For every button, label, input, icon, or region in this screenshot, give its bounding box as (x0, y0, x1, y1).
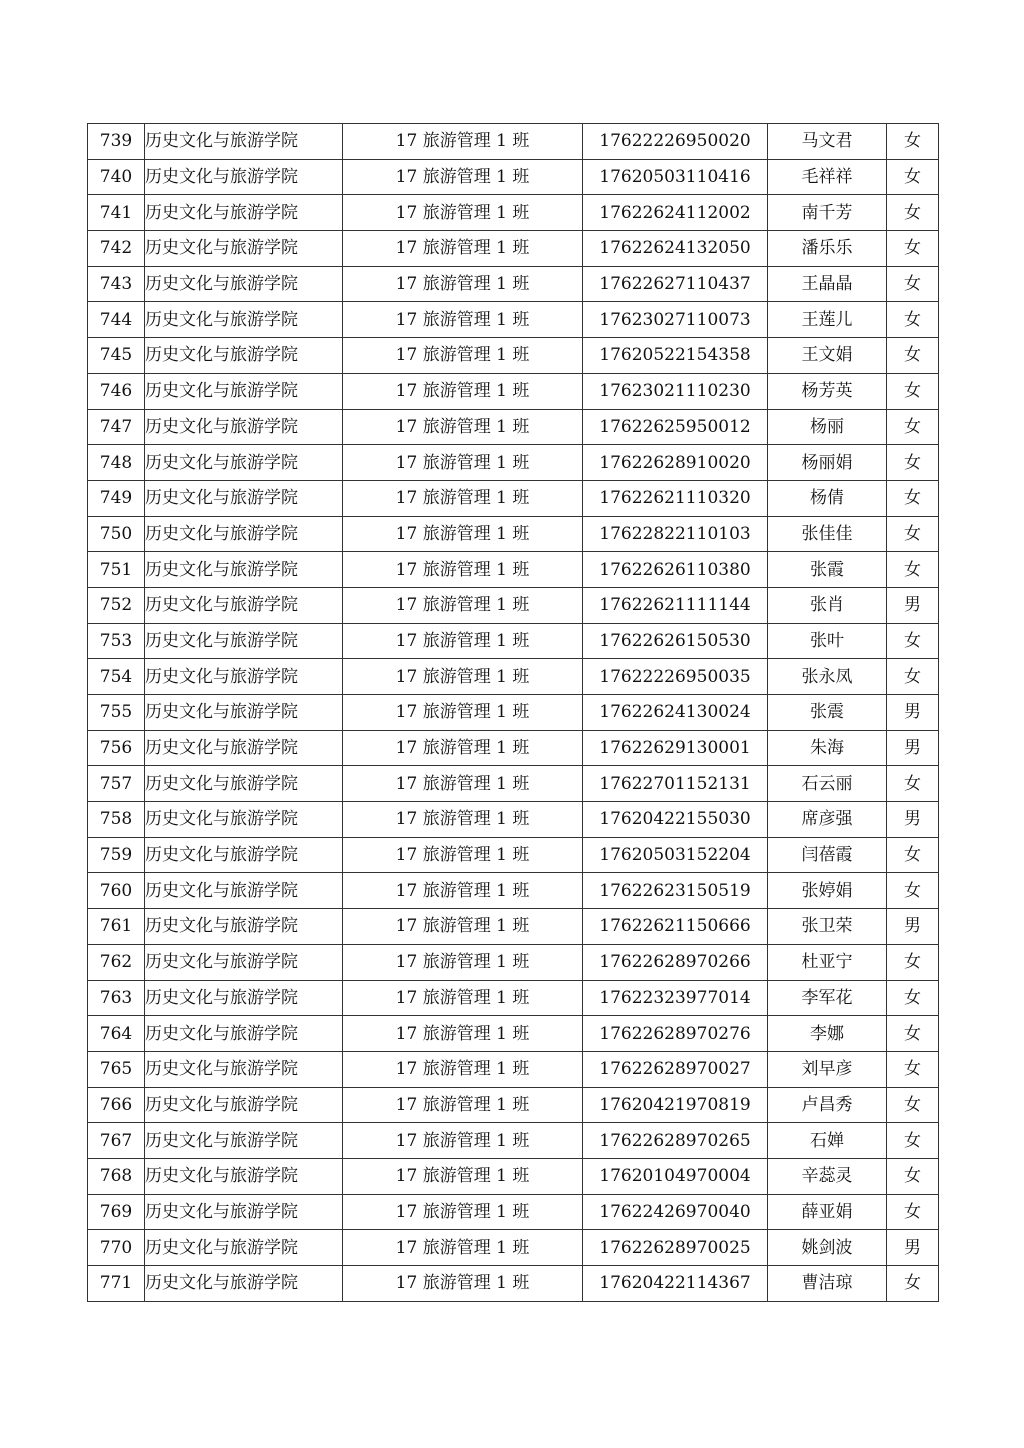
student-id-cell: 17620503110416 (583, 159, 768, 195)
student-id-cell: 17622628970027 (583, 1051, 768, 1087)
student-id-cell: 17622701152131 (583, 766, 768, 802)
table-row (88, 659, 939, 695)
row-number-cell: 757 (88, 766, 145, 802)
student-id-cell: 17623021110230 (583, 373, 768, 409)
class-name-cell: 17 旅游管理 1 班 (343, 231, 583, 267)
student-id-cell: 17620421970819 (583, 1087, 768, 1123)
class-name-cell: 17 旅游管理 1 班 (343, 873, 583, 909)
college-name-cell: 历史文化与旅游学院 (145, 445, 343, 481)
table-row (88, 587, 939, 623)
college-name-cell: 历史文化与旅游学院 (145, 373, 343, 409)
college-name-cell: 历史文化与旅游学院 (145, 231, 343, 267)
student-name-cell: 南千芳 (768, 195, 887, 231)
college-name-cell: 历史文化与旅游学院 (145, 338, 343, 374)
student-gender-cell: 女 (887, 124, 939, 160)
class-name-cell: 17 旅游管理 1 班 (343, 195, 583, 231)
college-name-cell: 历史文化与旅游学院 (145, 302, 343, 338)
student-gender-cell: 男 (887, 730, 939, 766)
student-name-cell: 毛祥祥 (768, 159, 887, 195)
row-number-cell: 740 (88, 159, 145, 195)
table-row (88, 516, 939, 552)
college-name-cell: 历史文化与旅游学院 (145, 909, 343, 945)
class-name-cell: 17 旅游管理 1 班 (343, 1194, 583, 1230)
table-row (88, 730, 939, 766)
table-row (88, 909, 939, 945)
college-name-cell: 历史文化与旅游学院 (145, 659, 343, 695)
row-number-cell: 745 (88, 338, 145, 374)
table-row (88, 231, 939, 267)
class-name-cell: 17 旅游管理 1 班 (343, 124, 583, 160)
row-number-cell: 769 (88, 1194, 145, 1230)
student-name-cell: 石婵 (768, 1123, 887, 1159)
class-name-cell: 17 旅游管理 1 班 (343, 944, 583, 980)
class-name-cell: 17 旅游管理 1 班 (343, 1230, 583, 1266)
class-name-cell: 17 旅游管理 1 班 (343, 1051, 583, 1087)
student-id-cell: 17620503152204 (583, 837, 768, 873)
student-name-cell: 杨芳英 (768, 373, 887, 409)
row-number-cell: 771 (88, 1266, 145, 1302)
table-row (88, 980, 939, 1016)
student-name-cell: 杜亚宁 (768, 944, 887, 980)
table-row (88, 480, 939, 516)
roster-table-body (88, 124, 939, 1302)
student-gender-cell: 女 (887, 480, 939, 516)
table-row (88, 445, 939, 481)
student-gender-cell: 男 (887, 695, 939, 731)
student-gender-cell: 女 (887, 1087, 939, 1123)
row-number-cell: 742 (88, 231, 145, 267)
student-name-cell: 杨倩 (768, 480, 887, 516)
student-id-cell: 17622624130024 (583, 695, 768, 731)
class-name-cell: 17 旅游管理 1 班 (343, 552, 583, 588)
class-name-cell: 17 旅游管理 1 班 (343, 980, 583, 1016)
table-row (88, 944, 939, 980)
row-number-cell: 749 (88, 480, 145, 516)
table-row (88, 302, 939, 338)
class-name-cell: 17 旅游管理 1 班 (343, 802, 583, 838)
student-name-cell: 卢昌秀 (768, 1087, 887, 1123)
class-name-cell: 17 旅游管理 1 班 (343, 837, 583, 873)
college-name-cell: 历史文化与旅游学院 (145, 695, 343, 731)
college-name-cell: 历史文化与旅游学院 (145, 873, 343, 909)
student-id-cell: 17622628910020 (583, 445, 768, 481)
student-id-cell: 17622624112002 (583, 195, 768, 231)
student-id-cell: 17622623150519 (583, 873, 768, 909)
class-name-cell: 17 旅游管理 1 班 (343, 730, 583, 766)
student-id-cell: 17622624132050 (583, 231, 768, 267)
student-gender-cell: 女 (887, 445, 939, 481)
college-name-cell: 历史文化与旅游学院 (145, 944, 343, 980)
table-row (88, 802, 939, 838)
row-number-cell: 752 (88, 587, 145, 623)
college-name-cell: 历史文化与旅游学院 (145, 159, 343, 195)
class-name-cell: 17 旅游管理 1 班 (343, 302, 583, 338)
table-row (88, 1194, 939, 1230)
row-number-cell: 766 (88, 1087, 145, 1123)
college-name-cell: 历史文化与旅游学院 (145, 552, 343, 588)
student-id-cell: 17622626150530 (583, 623, 768, 659)
student-id-cell: 17622628970265 (583, 1123, 768, 1159)
student-id-cell: 17620104970004 (583, 1158, 768, 1194)
class-name-cell: 17 旅游管理 1 班 (343, 1158, 583, 1194)
student-name-cell: 刘早彦 (768, 1051, 887, 1087)
student-gender-cell: 男 (887, 587, 939, 623)
student-gender-cell: 男 (887, 802, 939, 838)
student-gender-cell: 男 (887, 1230, 939, 1266)
student-gender-cell: 女 (887, 409, 939, 445)
row-number-cell: 751 (88, 552, 145, 588)
table-row (88, 159, 939, 195)
class-name-cell: 17 旅游管理 1 班 (343, 1087, 583, 1123)
student-name-cell: 王文娟 (768, 338, 887, 374)
student-name-cell: 张震 (768, 695, 887, 731)
student-id-cell: 17622629130001 (583, 730, 768, 766)
student-gender-cell: 女 (887, 980, 939, 1016)
college-name-cell: 历史文化与旅游学院 (145, 1158, 343, 1194)
class-name-cell: 17 旅游管理 1 班 (343, 1266, 583, 1302)
student-gender-cell: 女 (887, 552, 939, 588)
student-gender-cell: 女 (887, 1051, 939, 1087)
college-name-cell: 历史文化与旅游学院 (145, 124, 343, 160)
student-id-cell: 17622628970276 (583, 1016, 768, 1052)
table-row (88, 1016, 939, 1052)
college-name-cell: 历史文化与旅游学院 (145, 195, 343, 231)
student-id-cell: 17622323977014 (583, 980, 768, 1016)
student-name-cell: 曹洁琼 (768, 1266, 887, 1302)
student-name-cell: 席彦强 (768, 802, 887, 838)
college-name-cell: 历史文化与旅游学院 (145, 266, 343, 302)
table-row (88, 837, 939, 873)
row-number-cell: 750 (88, 516, 145, 552)
row-number-cell: 764 (88, 1016, 145, 1052)
class-name-cell: 17 旅游管理 1 班 (343, 480, 583, 516)
college-name-cell: 历史文化与旅游学院 (145, 1016, 343, 1052)
student-gender-cell: 女 (887, 159, 939, 195)
student-id-cell: 17620422155030 (583, 802, 768, 838)
student-gender-cell: 女 (887, 837, 939, 873)
student-gender-cell: 女 (887, 338, 939, 374)
college-name-cell: 历史文化与旅游学院 (145, 516, 343, 552)
student-name-cell: 张婷娟 (768, 873, 887, 909)
table-row (88, 873, 939, 909)
class-name-cell: 17 旅游管理 1 班 (343, 766, 583, 802)
row-number-cell: 754 (88, 659, 145, 695)
row-number-cell: 768 (88, 1158, 145, 1194)
student-name-cell: 潘乐乐 (768, 231, 887, 267)
student-id-cell: 17622628970025 (583, 1230, 768, 1266)
student-id-cell: 17622226950035 (583, 659, 768, 695)
student-name-cell: 王晶晶 (768, 266, 887, 302)
student-gender-cell: 女 (887, 231, 939, 267)
table-row (88, 266, 939, 302)
class-name-cell: 17 旅游管理 1 班 (343, 1016, 583, 1052)
student-name-cell: 王莲儿 (768, 302, 887, 338)
student-name-cell: 张佳佳 (768, 516, 887, 552)
class-name-cell: 17 旅游管理 1 班 (343, 373, 583, 409)
student-id-cell: 17622625950012 (583, 409, 768, 445)
student-id-cell: 17622226950020 (583, 124, 768, 160)
table-row (88, 1051, 939, 1087)
row-number-cell: 763 (88, 980, 145, 1016)
row-number-cell: 755 (88, 695, 145, 731)
student-gender-cell: 女 (887, 373, 939, 409)
class-name-cell: 17 旅游管理 1 班 (343, 266, 583, 302)
table-row (88, 1158, 939, 1194)
table-row (88, 409, 939, 445)
class-name-cell: 17 旅游管理 1 班 (343, 445, 583, 481)
class-name-cell: 17 旅游管理 1 班 (343, 516, 583, 552)
college-name-cell: 历史文化与旅游学院 (145, 802, 343, 838)
table-row (88, 695, 939, 731)
student-name-cell: 姚剑波 (768, 1230, 887, 1266)
student-name-cell: 张霞 (768, 552, 887, 588)
row-number-cell: 762 (88, 944, 145, 980)
class-name-cell: 17 旅游管理 1 班 (343, 409, 583, 445)
row-number-cell: 761 (88, 909, 145, 945)
college-name-cell: 历史文化与旅游学院 (145, 980, 343, 1016)
table-row (88, 1266, 939, 1302)
table-row (88, 552, 939, 588)
student-id-cell: 17620422114367 (583, 1266, 768, 1302)
student-id-cell: 17622627110437 (583, 266, 768, 302)
row-number-cell: 746 (88, 373, 145, 409)
student-name-cell: 李军花 (768, 980, 887, 1016)
student-name-cell: 石云丽 (768, 766, 887, 802)
student-gender-cell: 女 (887, 266, 939, 302)
row-number-cell: 741 (88, 195, 145, 231)
table-row (88, 1123, 939, 1159)
student-name-cell: 马文君 (768, 124, 887, 160)
row-number-cell: 760 (88, 873, 145, 909)
student-gender-cell: 女 (887, 623, 939, 659)
student-name-cell: 薛亚娟 (768, 1194, 887, 1230)
class-name-cell: 17 旅游管理 1 班 (343, 623, 583, 659)
student-gender-cell: 女 (887, 1194, 939, 1230)
student-name-cell: 张叶 (768, 623, 887, 659)
college-name-cell: 历史文化与旅游学院 (145, 1051, 343, 1087)
college-name-cell: 历史文化与旅游学院 (145, 409, 343, 445)
row-number-cell: 767 (88, 1123, 145, 1159)
row-number-cell: 747 (88, 409, 145, 445)
table-row (88, 1087, 939, 1123)
college-name-cell: 历史文化与旅游学院 (145, 1123, 343, 1159)
class-name-cell: 17 旅游管理 1 班 (343, 1123, 583, 1159)
student-gender-cell: 女 (887, 516, 939, 552)
class-name-cell: 17 旅游管理 1 班 (343, 659, 583, 695)
student-gender-cell: 女 (887, 944, 939, 980)
student-gender-cell: 女 (887, 302, 939, 338)
college-name-cell: 历史文化与旅游学院 (145, 766, 343, 802)
row-number-cell: 753 (88, 623, 145, 659)
class-name-cell: 17 旅游管理 1 班 (343, 587, 583, 623)
college-name-cell: 历史文化与旅游学院 (145, 623, 343, 659)
student-name-cell: 张肖 (768, 587, 887, 623)
student-gender-cell: 女 (887, 659, 939, 695)
student-name-cell: 闫蓓霞 (768, 837, 887, 873)
student-name-cell: 杨丽娟 (768, 445, 887, 481)
college-name-cell: 历史文化与旅游学院 (145, 587, 343, 623)
student-gender-cell: 女 (887, 766, 939, 802)
student-gender-cell: 女 (887, 1158, 939, 1194)
row-number-cell: 748 (88, 445, 145, 481)
student-name-cell: 朱海 (768, 730, 887, 766)
student-id-cell: 17622822110103 (583, 516, 768, 552)
class-name-cell: 17 旅游管理 1 班 (343, 159, 583, 195)
student-name-cell: 张永凤 (768, 659, 887, 695)
row-number-cell: 765 (88, 1051, 145, 1087)
student-id-cell: 17622628970266 (583, 944, 768, 980)
table-row (88, 124, 939, 160)
table-row (88, 373, 939, 409)
row-number-cell: 743 (88, 266, 145, 302)
table-row (88, 1230, 939, 1266)
student-gender-cell: 男 (887, 909, 939, 945)
row-number-cell: 756 (88, 730, 145, 766)
college-name-cell: 历史文化与旅游学院 (145, 1266, 343, 1302)
student-id-cell: 17622426970040 (583, 1194, 768, 1230)
student-gender-cell: 女 (887, 1123, 939, 1159)
row-number-cell: 744 (88, 302, 145, 338)
class-name-cell: 17 旅游管理 1 班 (343, 695, 583, 731)
student-name-cell: 辛蕊灵 (768, 1158, 887, 1194)
college-name-cell: 历史文化与旅游学院 (145, 1194, 343, 1230)
student-name-cell: 张卫荣 (768, 909, 887, 945)
table-row (88, 338, 939, 374)
student-gender-cell: 女 (887, 1016, 939, 1052)
row-number-cell: 770 (88, 1230, 145, 1266)
table-row (88, 623, 939, 659)
college-name-cell: 历史文化与旅游学院 (145, 1230, 343, 1266)
student-roster-table (87, 123, 939, 1302)
student-id-cell: 17622621111144 (583, 587, 768, 623)
college-name-cell: 历史文化与旅游学院 (145, 1087, 343, 1123)
student-gender-cell: 女 (887, 873, 939, 909)
table-row (88, 195, 939, 231)
college-name-cell: 历史文化与旅游学院 (145, 480, 343, 516)
college-name-cell: 历史文化与旅游学院 (145, 837, 343, 873)
student-gender-cell: 女 (887, 1266, 939, 1302)
row-number-cell: 758 (88, 802, 145, 838)
student-id-cell: 17623027110073 (583, 302, 768, 338)
college-name-cell: 历史文化与旅游学院 (145, 730, 343, 766)
student-name-cell: 杨丽 (768, 409, 887, 445)
row-number-cell: 739 (88, 124, 145, 160)
row-number-cell: 759 (88, 837, 145, 873)
student-id-cell: 17620522154358 (583, 338, 768, 374)
student-gender-cell: 女 (887, 195, 939, 231)
student-id-cell: 17622621110320 (583, 480, 768, 516)
class-name-cell: 17 旅游管理 1 班 (343, 338, 583, 374)
class-name-cell: 17 旅游管理 1 班 (343, 909, 583, 945)
student-name-cell: 李娜 (768, 1016, 887, 1052)
student-id-cell: 17622626110380 (583, 552, 768, 588)
student-id-cell: 17622621150666 (583, 909, 768, 945)
table-row (88, 766, 939, 802)
